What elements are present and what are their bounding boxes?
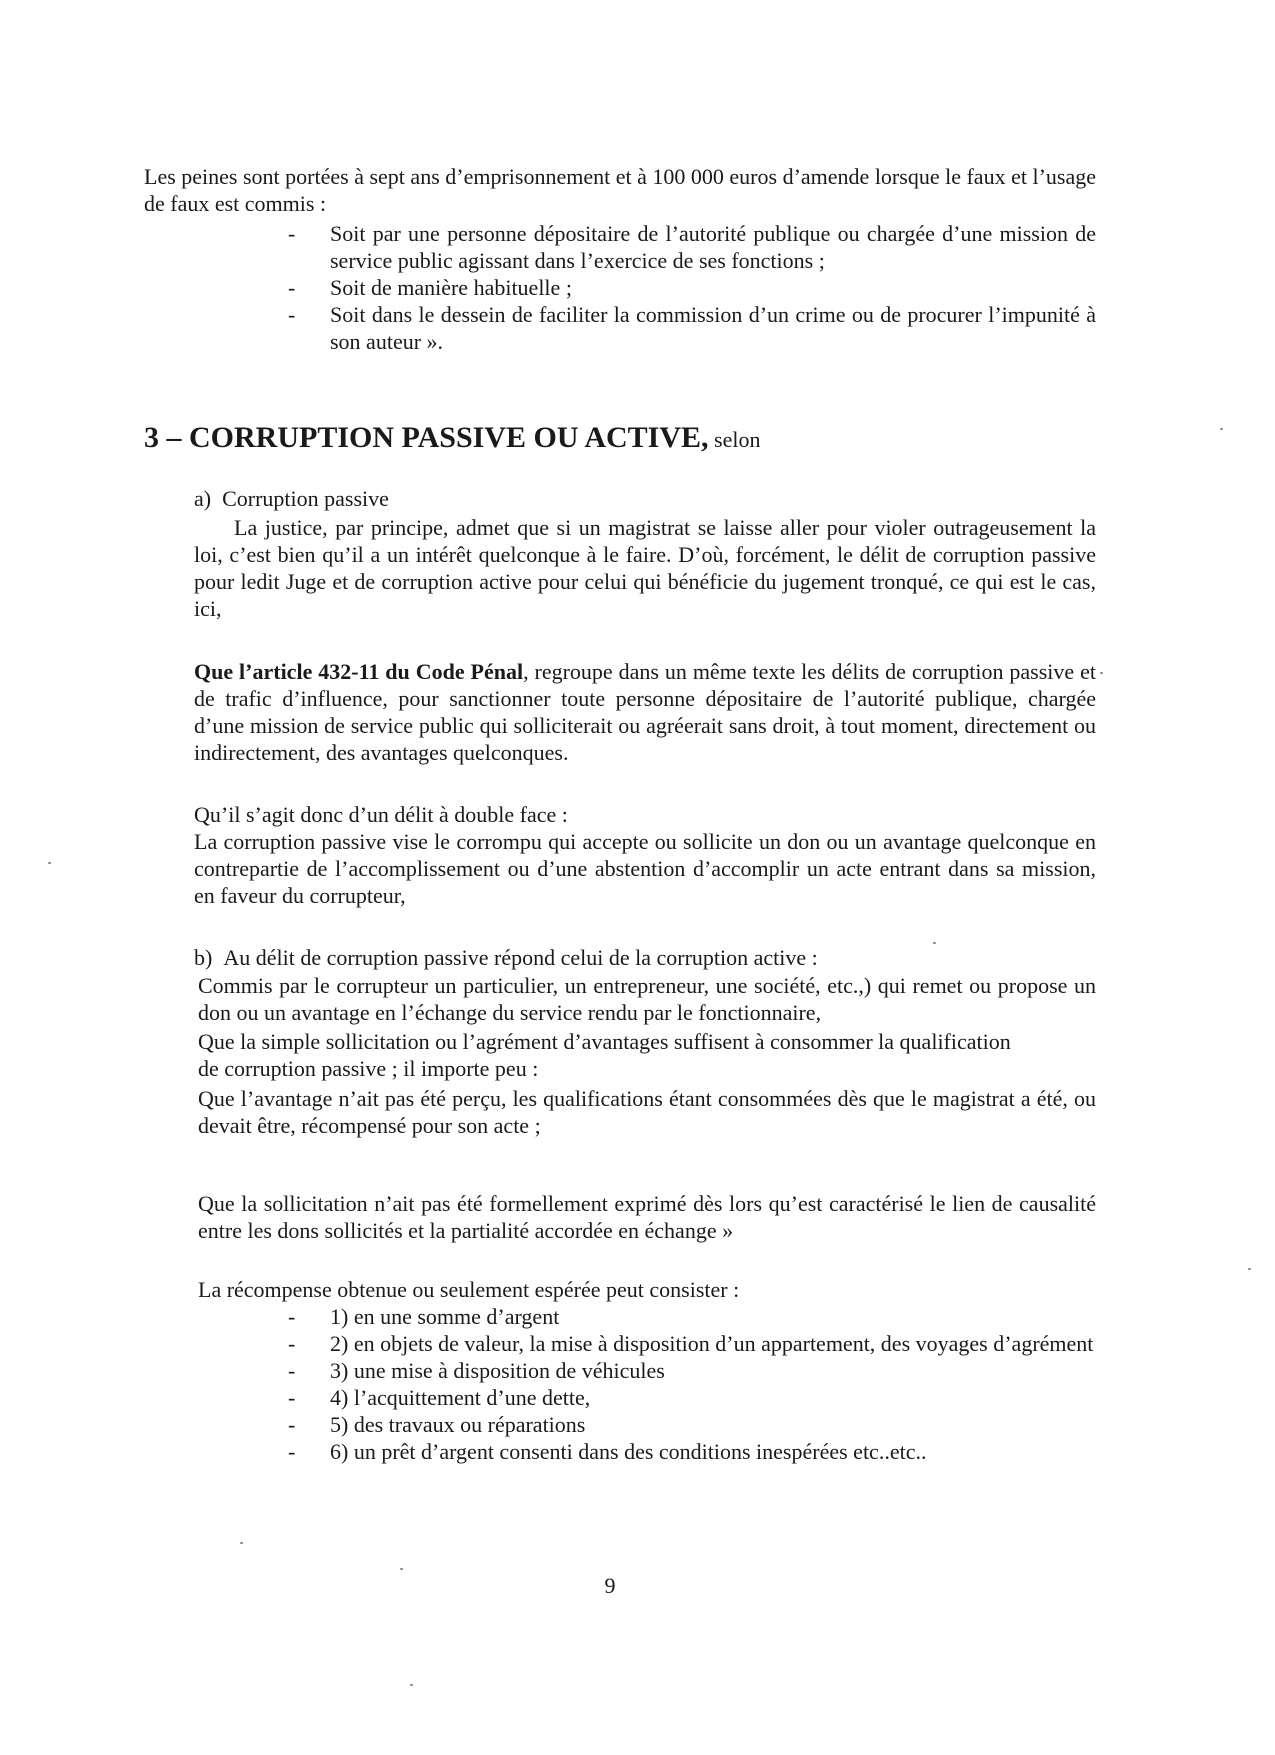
- intro-bullet-list: [288, 220, 1096, 355]
- list-item-text: 5) des travaux ou réparations: [330, 1412, 586, 1437]
- scan-speck: [1220, 428, 1223, 430]
- list-item-text: Soit dans le dessein de faciliter la commission d’un crime ou de procurer l’impunité à son auteur ».: [330, 302, 1096, 354]
- list-item-text: 1) en une somme d’argent: [330, 1304, 560, 1329]
- list-item-text: 2) en objets de valeur, la mise à disposition d’un appartement, des voyages d’agrément: [330, 1331, 1094, 1356]
- article-text: , regroupe dans un même texte les délits de corruption passive et de trafic d’influence, pour sanctionner toute personne dépositaire de l’autorité publique, chargée d’une mission de service public qui solliciterait ou agréerait sans droit, à tout moment, directement ou indirectement, des avantages quelconques.: [194, 659, 1096, 765]
- article-bold-lead: Que l’article 432-11 du Code Pénal: [194, 659, 524, 684]
- scan-speck: [48, 862, 51, 864]
- article-line-3: La corruption passive vise le corrompu qui accepte ou sollicite un don ou un avantage quelconque en contrepartie de l’accomplissement ou d’une abstention d’accomplir un acte entrant dans sa mission, en faveur du corrupteur,: [194, 829, 1096, 908]
- bullet-dash: -: [288, 1358, 296, 1383]
- bullet-dash: -: [288, 1304, 296, 1329]
- part-a-title-text: Corruption passive: [222, 486, 389, 511]
- list-item-text: 6) un prêt d’argent consenti dans des conditions inespérées etc..etc..: [330, 1439, 927, 1464]
- bullet-dash: -: [288, 275, 296, 300]
- list-item: [288, 301, 1096, 355]
- list-item-text: 3) une mise à disposition de véhicules: [330, 1358, 665, 1383]
- article-paragraph: [194, 658, 1096, 766]
- bullet-dash: -: [288, 1385, 296, 1410]
- part-a-title: [194, 485, 1094, 512]
- scan-speck: [1100, 672, 1103, 674]
- page-number: 9: [604, 1573, 616, 1598]
- part-a-label: a): [194, 486, 212, 511]
- list-item: [288, 1384, 1096, 1411]
- list-item: [288, 1303, 1096, 1330]
- intro-paragraph: Les peines sont portées à sept ans d’emprisonnement et à 100 000 euros d’amende lorsque le faux et l’usage de faux est commis :: [144, 164, 1096, 216]
- scan-speck: [400, 1568, 403, 1570]
- list-item: [288, 1330, 1096, 1357]
- bullet-dash: -: [288, 221, 296, 246]
- scan-speck: [240, 1542, 243, 1544]
- section-heading: [144, 420, 1096, 458]
- list-item-text: 4) l’acquittement d’une dette,: [330, 1385, 591, 1410]
- bullet-dash: -: [288, 1331, 296, 1356]
- reward-intro: La récompense obtenue ou seulement espérée peut consister :: [198, 1277, 740, 1302]
- scan-speck: [933, 942, 936, 944]
- bullet-dash: -: [288, 302, 296, 327]
- part-b-title: [194, 944, 1094, 971]
- part-b-paragraph-4: Que la sollicitation n’ait pas été formellement exprimé dès lors qu’est caractérisé le lien de causalité entre les dons sollicités et la partialité accordée en échange »: [198, 1191, 1096, 1243]
- list-item-text: Soit par une personne dépositaire de l’autorité publique ou chargée d’une mission de service public agissant dans l’exercice de ses fonctions ;: [330, 221, 1096, 273]
- list-item-text: Soit de manière habituelle ;: [330, 275, 572, 300]
- list-item: [288, 274, 1096, 301]
- list-item: [288, 1411, 1096, 1438]
- scan-speck: [410, 1684, 413, 1686]
- reward-bullet-list: [288, 1303, 1096, 1465]
- list-item: [288, 220, 1096, 274]
- part-a-paragraph: La justice, par principe, admet que si un magistrat se laisse aller pour violer outrageusement la loi, c’est bien qu’il a un intérêt quelconque à le faire. D’où, forcément, le délit de corruption passive pour ledit Juge et de corruption active pour celui qui bénéficie du jugement tronqué, ce qui est le cas, ici,: [194, 515, 1096, 621]
- scan-speck: [1248, 1268, 1251, 1270]
- part-b-paragraph-2: Que la simple sollicitation ou l’agrément d’avantages suffisent à consommer la qualification de corruption passive ; il importe peu :: [198, 1029, 1011, 1081]
- section-heading-title: 3 – CORRUPTION PASSIVE OU ACTIVE,: [144, 421, 709, 454]
- section-heading-suffix: selon: [708, 427, 761, 452]
- list-item: [288, 1357, 1096, 1384]
- part-b-paragraph-3: Que l’avantage n’ait pas été perçu, les qualifications étant consommées dès que le magistrat a été, ou devait être, récompensé pour son acte ;: [198, 1086, 1096, 1138]
- list-item: [288, 1438, 1096, 1465]
- bullet-dash: -: [288, 1412, 296, 1437]
- part-b-label: b): [194, 945, 213, 970]
- article-line-2: Qu’il s’agit donc d’un délit à double face :: [194, 802, 568, 827]
- part-b-paragraph-1: Commis par le corrupteur un particulier, un entrepreneur, une société, etc.,) qui remet ou propose un don ou un avantage en l’échange du service rendu par le fonctionnaire,: [198, 973, 1096, 1025]
- part-b-title-text: Au délit de corruption passive répond celui de la corruption active :: [223, 945, 818, 970]
- bullet-dash: -: [288, 1439, 296, 1464]
